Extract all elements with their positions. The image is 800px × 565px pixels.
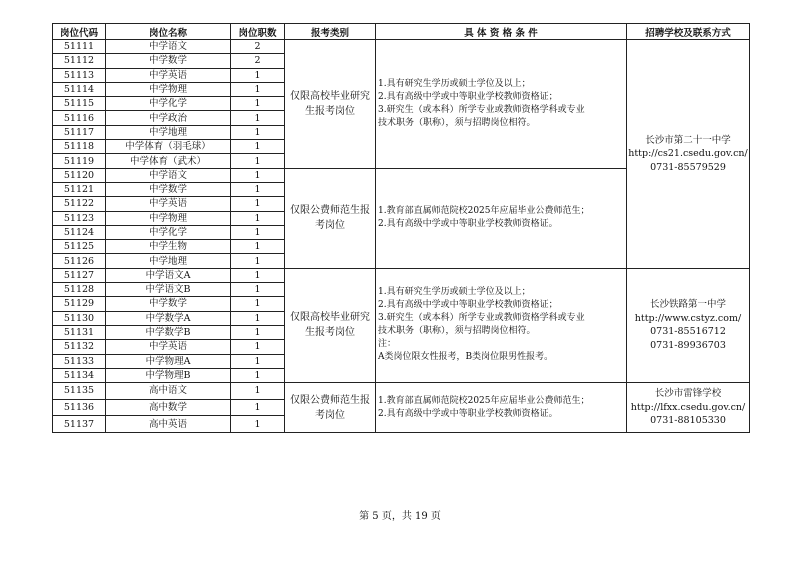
post-code-cell: 51123 (53, 211, 106, 225)
table-row (53, 268, 750, 282)
post-name-cell: 中学政治 (106, 111, 231, 125)
header-contact: 招聘学校及联系方式 (627, 24, 750, 40)
post-count-cell: 1 (231, 197, 285, 211)
post-name-cell: 中学数学 (106, 297, 231, 311)
post-name-cell: 中学体育（羽毛球） (106, 140, 231, 154)
post-code-cell: 51111 (53, 40, 106, 54)
post-code-cell: 51116 (53, 111, 106, 125)
post-code-cell: 51133 (53, 354, 106, 368)
post-code-cell: 51136 (53, 399, 106, 416)
header-category: 报考类别 (285, 24, 376, 40)
requirement-line: 1.具有研究生学历或硕士学位及以上； (378, 287, 531, 298)
post-count-cell: 1 (231, 211, 285, 225)
post-name-cell: 中学物理B (106, 368, 231, 382)
table-header-row (53, 24, 750, 40)
post-code-cell: 51121 (53, 182, 106, 196)
post-count-cell: 1 (231, 68, 285, 82)
contact-line: 长沙市雷锋学校 (654, 388, 722, 400)
post-count-cell: 1 (231, 368, 285, 382)
requirements-cell (376, 168, 627, 268)
page-footer (0, 507, 800, 522)
requirements-cell (376, 383, 627, 433)
post-code-cell: 51124 (53, 225, 106, 239)
requirement-line: A类岗位限女性报考，B类岗位限男性报考。 (378, 352, 554, 363)
requirement-line: 1.具有研究生学历或硕士学位及以上； (378, 78, 531, 89)
post-code-cell: 51134 (53, 368, 106, 382)
requirements-cell (376, 40, 627, 169)
requirement-line: 注： (378, 339, 397, 350)
contact-line: http://cs21.csedu.gov.cn/ (628, 148, 748, 160)
post-code-cell: 51115 (53, 97, 106, 111)
post-code-cell: 51126 (53, 254, 106, 268)
post-code-cell: 51128 (53, 283, 106, 297)
requirement-line: 1.教育部直属师范院校2025年应届毕业公费师范生； (378, 395, 590, 406)
post-count-cell: 1 (231, 297, 285, 311)
header-requirements: 具 体 资 格 条 件 (376, 24, 627, 40)
post-count-cell: 1 (231, 383, 285, 400)
post-count-cell: 1 (231, 254, 285, 268)
post-count-cell: 1 (231, 354, 285, 368)
post-count-cell: 2 (231, 54, 285, 68)
post-count-cell: 1 (231, 140, 285, 154)
post-name-cell: 中学物理 (106, 82, 231, 96)
category-cell: 仅限公费师范生报考岗位 (285, 383, 376, 433)
post-code-cell: 51130 (53, 311, 106, 325)
post-name-cell: 中学语文A (106, 268, 231, 282)
contact-line: 0731-89936703 (650, 339, 726, 351)
requirement-line: 技术职务（职称），须与招聘岗位相符。 (378, 326, 536, 337)
category-cell: 仅限公费师范生报考岗位 (285, 168, 376, 268)
post-name-cell: 中学物理A (106, 354, 231, 368)
post-code-cell: 51129 (53, 297, 106, 311)
requirement-line: 2.具有高级中学或中等职业学校教师资格证。 (378, 408, 558, 419)
post-code-cell: 51120 (53, 168, 106, 182)
post-name-cell: 中学地理 (106, 125, 231, 139)
post-name-cell: 中学化学 (106, 225, 231, 239)
post-count-cell: 1 (231, 340, 285, 354)
post-name-cell: 高中语文 (106, 383, 231, 400)
post-count-cell: 1 (231, 283, 285, 297)
post-count-cell: 1 (231, 240, 285, 254)
post-name-cell: 中学语文 (106, 168, 231, 182)
post-code-cell: 51119 (53, 154, 106, 168)
recruitment-table (52, 23, 750, 433)
table-row (53, 40, 750, 54)
post-name-cell: 中学数学A (106, 311, 231, 325)
contact-line: http://www.cstyz.com/ (634, 312, 742, 324)
post-code-cell: 51131 (53, 325, 106, 339)
contact-line: 0731-85516712 (650, 326, 726, 338)
post-count-cell: 1 (231, 82, 285, 96)
post-count-cell: 1 (231, 225, 285, 239)
post-code-cell: 51125 (53, 240, 106, 254)
post-name-cell: 中学体育（武术） (106, 154, 231, 168)
requirement-line: 2.具有高级中学或中等职业学校教师资格证； (378, 91, 558, 102)
post-code-cell: 51135 (53, 383, 106, 400)
post-code-cell: 51137 (53, 416, 106, 433)
post-name-cell: 中学生物 (106, 240, 231, 254)
post-count-cell: 1 (231, 268, 285, 282)
post-count-cell: 1 (231, 416, 285, 433)
post-code-cell: 51114 (53, 82, 106, 96)
post-name-cell: 高中数学 (106, 399, 231, 416)
requirement-line: 2.具有高级中学或中等职业学校教师资格证。 (378, 219, 558, 230)
post-code-cell: 51122 (53, 197, 106, 211)
post-name-cell: 中学语文 (106, 40, 231, 54)
header-name: 岗位名称 (106, 24, 231, 40)
post-name-cell: 中学数学 (106, 182, 231, 196)
table-row (53, 383, 750, 400)
contact-line: 长沙市第二十一中学 (645, 134, 731, 146)
post-name-cell: 高中英语 (106, 416, 231, 433)
contact-line: 0731-88105330 (650, 415, 726, 427)
post-name-cell: 中学地理 (106, 254, 231, 268)
school-contact-cell (627, 268, 750, 382)
table-body (53, 40, 750, 433)
post-name-cell: 中学化学 (106, 97, 231, 111)
category-cell: 仅限高校毕业研究生报考岗位 (285, 40, 376, 169)
post-count-cell: 1 (231, 97, 285, 111)
requirement-line: 1.教育部直属师范院校2025年应届毕业公费师范生； (378, 206, 590, 217)
post-count-cell: 1 (231, 325, 285, 339)
contact-line: http://lfxx.csedu.gov.cn/ (630, 401, 746, 413)
post-count-cell: 1 (231, 125, 285, 139)
post-count-cell: 1 (231, 111, 285, 125)
header-count: 岗位职数 (231, 24, 285, 40)
post-count-cell: 1 (231, 311, 285, 325)
post-name-cell: 中学物理 (106, 211, 231, 225)
contact-line: 长沙铁路第一中学 (649, 299, 726, 311)
post-name-cell: 中学数学B (106, 325, 231, 339)
requirements-cell (376, 268, 627, 382)
requirement-line: 3.研究生（或本科）所学专业或教师资格学科或专业 (378, 104, 585, 115)
post-code-cell: 51113 (53, 68, 106, 82)
post-code-cell: 51127 (53, 268, 106, 282)
requirement-line: 技术职务（职称），须与招聘岗位相符。 (378, 117, 536, 128)
post-code-cell: 51117 (53, 125, 106, 139)
contact-line: 0731-85579529 (650, 161, 726, 173)
post-name-cell: 中学语文B (106, 283, 231, 297)
post-code-cell: 51118 (53, 140, 106, 154)
requirement-line: 3.研究生（或本科）所学专业或教师资格学科或专业 (378, 313, 585, 324)
post-name-cell: 中学英语 (106, 340, 231, 354)
post-count-cell: 1 (231, 154, 285, 168)
school-contact-cell (627, 383, 750, 433)
school-contact-cell (627, 40, 750, 269)
requirement-line: 2.具有高级中学或中等职业学校教师资格证； (378, 300, 558, 311)
post-code-cell: 51112 (53, 54, 106, 68)
post-count-cell: 1 (231, 168, 285, 182)
post-name-cell: 中学数学 (106, 54, 231, 68)
post-count-cell: 1 (231, 399, 285, 416)
post-count-cell: 1 (231, 182, 285, 196)
page-number: 第 5 页，共 19 页 (359, 511, 441, 522)
post-code-cell: 51132 (53, 340, 106, 354)
post-name-cell: 中学英语 (106, 197, 231, 211)
post-count-cell: 2 (231, 40, 285, 54)
header-code: 岗位代码 (53, 24, 106, 40)
post-name-cell: 中学英语 (106, 68, 231, 82)
category-cell: 仅限高校毕业研究生报考岗位 (285, 268, 376, 382)
